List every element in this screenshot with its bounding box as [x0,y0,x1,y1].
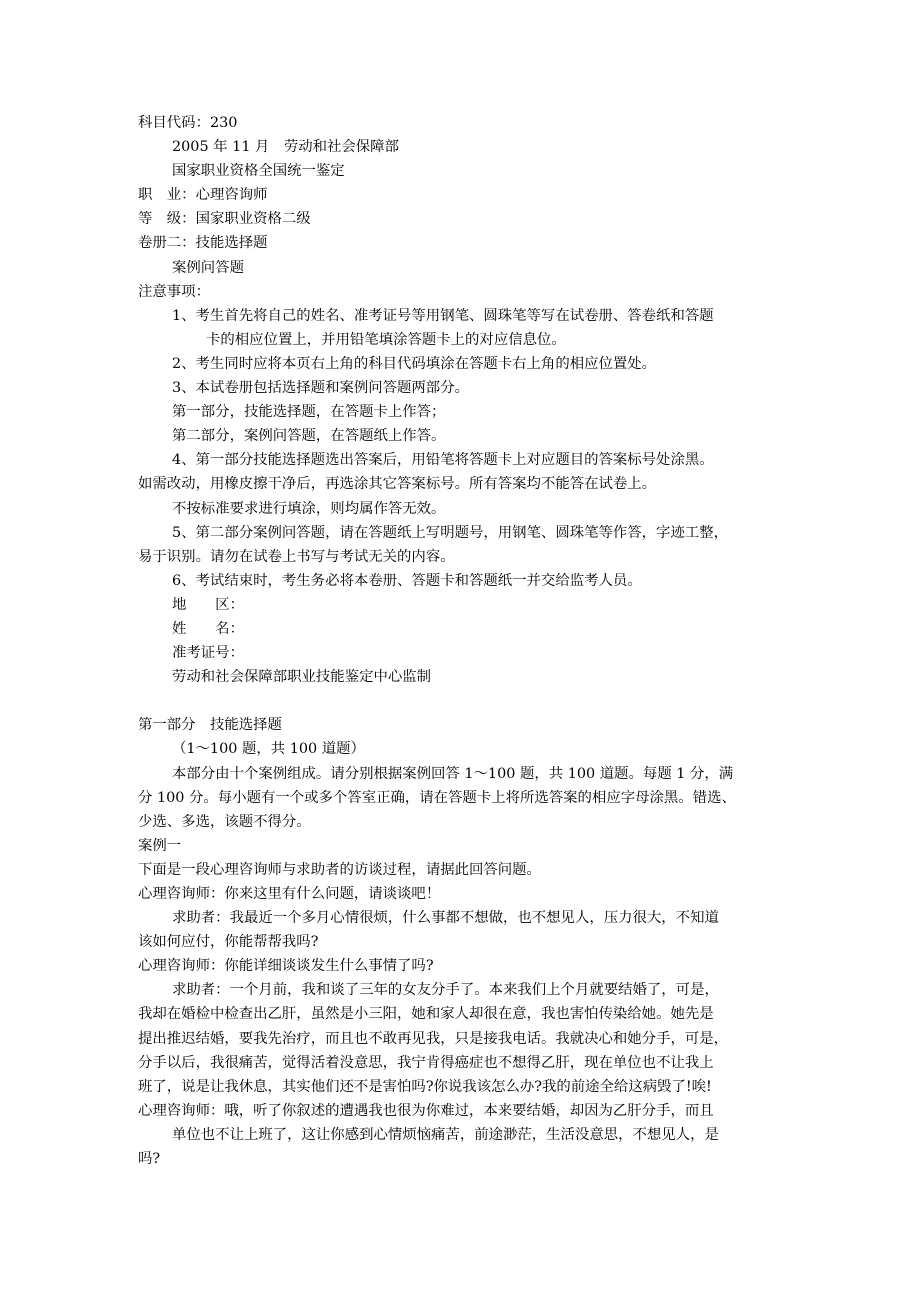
client-line-1a: 求助者：我最近一个多月心情很烦，什么事都不想做，也不想见人，压力很大，不知道 [172,910,719,927]
exam-document [138,111,786,1171]
section-desc-line-1: 本部分由十个案例组成。请分别根据案例回答 1～100 题，共 100 道题。每题 1 分，满 [172,765,734,782]
note-part-2: 第二部分，案例问答题，在答题纸上作答。 [172,428,446,445]
supervisor-line: 劳动和社会保障部职业技能鉴定中心监制 [172,669,432,686]
note-4-line-2: 如需改动，用橡皮擦干净后，再选涂其它答案标号。所有答案均不能答在试卷上。 [138,476,657,493]
note-5-line-1: 5、第二部分案例问答题，请在答题纸上写明题号，用钢笔、圆珠笔等作答，字迹工整， [172,524,729,541]
occupation: 职 业：心理咨询师 [138,187,268,204]
volume: 卷册二：技能选择题 [138,235,268,252]
client-line-2a: 求助者：一个月前，我和谈了三年的女友分手了。本来我们上个月就要结婚了，可是， [172,982,719,999]
appraisal-title: 国家职业资格全国统一鉴定 [172,163,345,180]
note-1-line-2: 卡的相应位置上，并用铅笔填涂答题卡上的对应信息位。 [206,331,566,348]
ticket-field-label: 准考证号： [172,645,244,662]
case-qa-title: 案例问答题 [172,259,244,276]
case-title: 案例一 [138,837,182,854]
level: 等 级：国家职业资格二级 [138,211,311,228]
note-1-line-1: 1、考生首先将自己的姓名、准考证号等用钢笔、圆珠笔等写在试卷册、答卷纸和答题 [172,307,714,324]
section-title: 第一部分 技能选择题 [138,717,282,734]
counselor-line-3b: 单位也不让上班了，这让你感到心情烦恼痛苦，前途渺茫，生活没意思，不想见人，是 [172,1126,719,1143]
note-2: 2、考生同时应将本页右上角的科目代码填涂在答题卡右上角的相应位置处。 [172,355,657,372]
counselor-line-3a: 心理咨询师：哦，听了你叙述的遭遇我也很为你难过，本来要结婚，却因为乙肝分手，而且 [138,1102,714,1119]
client-line-2e: 班了，说是让我休息，其实他们还不是害怕吗?你说我该怎么办?我的前途全给这病毁了!唉! [138,1078,712,1095]
subject-code: 科目代码：230 [138,115,238,131]
spacer [138,689,786,713]
notes-title: 注意事项： [138,283,210,300]
section-desc-line-3: 少选、多选，该题不得分。 [138,813,311,830]
note-part-1: 第一部分，技能选择题，在答题卡上作答； [172,404,446,421]
note-3: 3、本试卷册包括选择题和案例问答题两部分。 [172,380,469,397]
note-5-line-2: 易于识别。请勿在试卷上书写与考试无关的内容。 [138,548,455,565]
date-department: 2005 年 11 月 劳动和社会保障部 [172,139,399,156]
client-line-2b: 我却在婚检中检查出乙肝，虽然是小三阳，她和家人却很在意，我也害怕传染给她。她先是 [138,1006,714,1023]
note-4-line-3: 不按标准要求进行填涂，则均属作答无效。 [172,500,446,517]
note-6: 6、考试结束时，考生务必将本卷册、答题卡和答题纸一并交给监考人员。 [172,572,642,589]
region-field-label: 地 区： [172,596,244,613]
client-line-2d: 分手以后，我很痛苦，觉得活着没意思，我宁肯得癌症也不想得乙肝，现在单位也不让我上 [138,1054,714,1071]
case-intro: 下面是一段心理咨询师与求助者的访谈过程，请据此回答问题。 [138,861,541,878]
counselor-line-1: 心理咨询师：你来这里有什么问题，请谈谈吧！ [138,886,441,902]
section-desc-line-2: 分 100 分。每小题有一个或多个答室正确，请在答题卡上将所选答案的相应字母涂黑。错选、 [138,789,736,806]
section-range: （1～100 题，共 100 道题） [172,741,365,758]
name-field-label: 姓 名： [172,620,244,637]
client-line-1b: 该如何应付，你能帮帮我吗? [138,934,319,951]
client-line-2c: 提出推迟结婚，要我先治疗，而且也不敢再见我，只是接我电话。我就决心和她分手，可是， [138,1030,729,1047]
counselor-line-2: 心理咨询师：你能详细谈谈发生什么事情了吗? [138,958,434,975]
note-4-line-1: 4、第一部分技能选择题选出答案后，用铅笔将答题卡上对应题目的答案标号处涂黑。 [172,452,714,469]
counselor-line-3c: 吗? [138,1151,161,1168]
